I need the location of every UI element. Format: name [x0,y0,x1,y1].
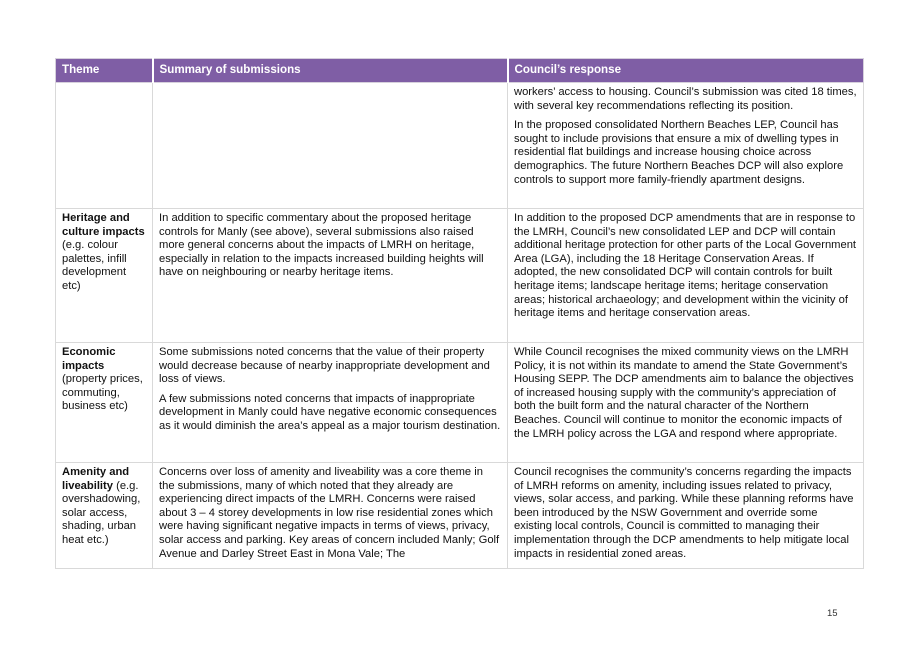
response-cell [508,463,864,569]
header-response: Council’s response [508,59,864,83]
header-theme: Theme [56,59,153,83]
theme-title: Amenity and liveability [62,466,130,492]
table-header-row [56,59,864,83]
response-paragraph: In addition to the proposed DCP amendments that are in response to the LMRH, Council’s new consolidated LEP and DCP will contain additional heritage protection for other parts of the Local Government Area (LGA), including the 18 Heritage Conservation Areas. If adopted, the new consolidated DCP will contain controls for built heritage items; landscape heritage items; heritage conservation areas; historical archaeology; and development within the vicinity of heritage items and heritage conservation areas. [514,212,857,320]
submissions-table [55,58,864,569]
response-paragraph: While Council recognises the mixed community views on the LMRH Policy, it is not within its mandate to amend the State Government’s Housing SEPP. The DCP amendments aim to balance the objectives of increased housing supply with the community’s appreciation of both the built form and the natural character of the Northern Beaches. Council will continue to monitor the economic impacts of the LMRH policy across the LGA and respond where appropriate. [514,346,854,440]
summary-cell [153,83,508,209]
theme-examples: (e.g. colour palettes, infill development etc) [62,239,127,292]
table-row [56,343,864,463]
response-cell [508,343,864,463]
table-row [56,209,864,343]
response-cell [508,209,864,343]
summary-paragraph: Concerns over loss of amenity and liveability was a core theme in the submissions, many of which noted that they already are experiencing direct impacts of the LMRH. Concerns were raised about 3 – 4 storey developments in low rise residential zones which were having significant negative impacts in terms of views, privacy, solar access and parking. Key areas of concern included Manly; Golf Avenue and Darley Street East in Mona Vale; The [159,466,500,560]
summary-cell [153,209,508,343]
response-paragraph: workers’ access to housing. Council’s submission was cited 18 times, with several key recommendations reflecting its position. [514,86,857,112]
theme-examples: (e.g. overshadowing, solar access, shading, urban heat etc.) [62,479,141,546]
theme-cell [56,209,153,343]
table-row [56,83,864,209]
theme-title: Economic impacts [62,346,116,372]
page-number: 15 [827,608,838,619]
summary-cell [153,343,508,463]
table-row [56,463,864,569]
theme-cell [56,343,153,463]
summary-paragraph: Some submissions noted concerns that the value of their property would decrease because of nearby inappropriate development and loss of views. [159,346,490,386]
summary-cell [153,463,508,569]
theme-title: Heritage and culture impacts [62,212,145,238]
header-summary: Summary of submissions [153,59,508,83]
theme-cell [56,463,153,569]
response-paragraph: Council recognises the community’s concerns regarding the impacts of LMRH reforms on amenity, including issues related to privacy, views, solar access, and parking. While these planning reforms have been introduced by the NSW Government and override some existing local controls, Council is committed to managing their implementation through the DCP amendments to help mitigate local impacts in residential zoned areas. [514,466,854,560]
theme-examples: (property prices, commuting, business etc) [62,373,143,413]
summary-paragraph: A few submissions noted concerns that impacts of inappropriate development in Manly could have negative economic consequences as it would diminish the area’s appeal as a major tourism destination. [159,392,501,432]
response-paragraph: In the proposed consolidated Northern Beaches LEP, Council has sought to include provisions that ensure a mix of dwelling types in residential flat buildings and increase housing choice across demographics. The future Northern Beaches DCP will also explore controls to support more family-friendly apartment designs. [514,119,844,186]
response-cell [508,83,864,209]
summary-paragraph: In addition to specific commentary about the proposed heritage controls for Manly (see above), several submissions also raised more general concerns about the impacts of LMRH on heritage, especially in relation to the impacts increased building heights will have on neighbouring or nearby heritage items. [159,212,484,279]
theme-cell [56,83,153,209]
